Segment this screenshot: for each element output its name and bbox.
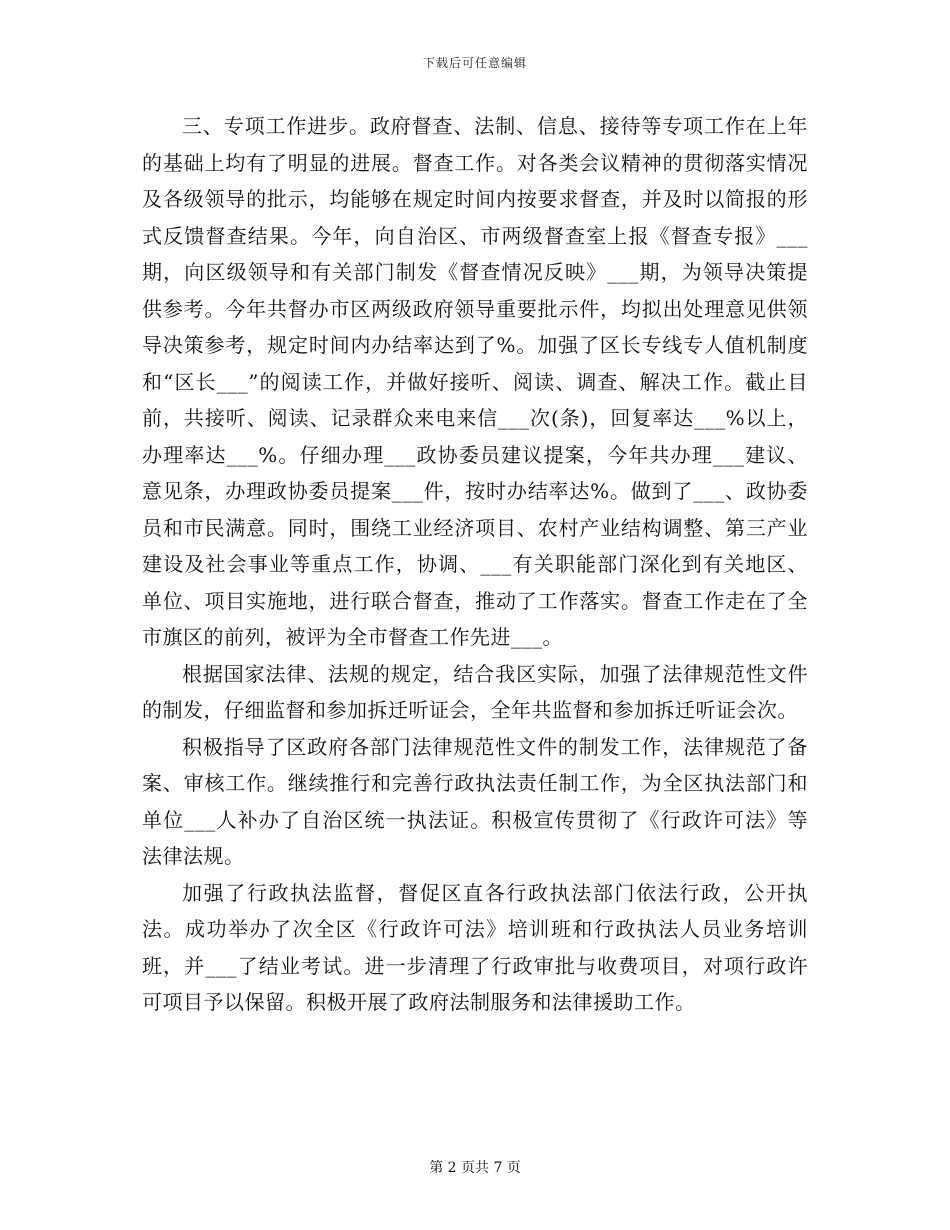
document-body — [142, 108, 808, 1021]
paragraph-guidance: 积极指导了区政府各部门法律规范性文件的制发工作，法律规范了备案、审核工作。继续推行和完善行政执法责任制工作，为全区执法部门和单位___人补办了自治区统一执法证。积极宣传贯彻了《行政许可法》等法律法规。 — [142, 734, 808, 868]
paragraph-legal-documents: 根据国家法律、法规的规定，结合我区实际，加强了法律规范性文件的制发，仔细监督和参加拆迁听证会，全年共监督和参加拆迁听证会次。 — [142, 661, 808, 722]
paragraph-special-work: 三、专项工作进步。政府督查、法制、信息、接待等专项工作在上年的基础上均有了明显的进展。督查工作。对各类会议精神的贯彻落实情况及各级领导的批示，均能够在规定时间内按要求督查，并及时以简报的形式反馈督查结果。今年，向自治区、市两级督查室上报《督查专报》___期，向区级领导和有关部门制发《督查情况反映》___期，为领导决策提供参考。今年共督办市区两级政府领导重要批示件，均拟出处理意见供领导决策参考，规定时间内办结率达到了%。加强了区长专线专人值机制度和“区长___”的阅读工作，并做好接听、阅读、调查、解决工作。截止目前，共接听、阅读、记录群众来电来信___次(条)，回复率达___%以上，办理率达___%。仔细办理___政协委员建议提案，今年共办理___建议、意见条，办理政协委员提案___件，按时办结率达%。做到了___、政协委员和市民满意。同时，围绕工业经济项目、农村产业结构调整、第三产业建设及社会事业等重点工作，协调、___有关职能部门深化到有关地区、单位、项目实施地，进行联合督查，推动了工作落实。督查工作走在了全市旗区的前列，被评为全市督查工作先进___。 — [142, 114, 808, 649]
page-footer-number: 第 2 页共 7 页 — [429, 1160, 521, 1176]
paragraph-supervision: 加强了行政执法监督，督促区直各行政执法部门依法行政，公开执法。成功举办了次全区《行政许可法》培训班和行政执法人员业务培训班，并___了结业考试。进一步清理了行政审批与收费项目，对项行政许可项目予以保留。积极开展了政府法制服务和法律援助工作。 — [142, 880, 808, 1014]
page-header-note: 下载后可任意编辑 — [422, 56, 527, 70]
